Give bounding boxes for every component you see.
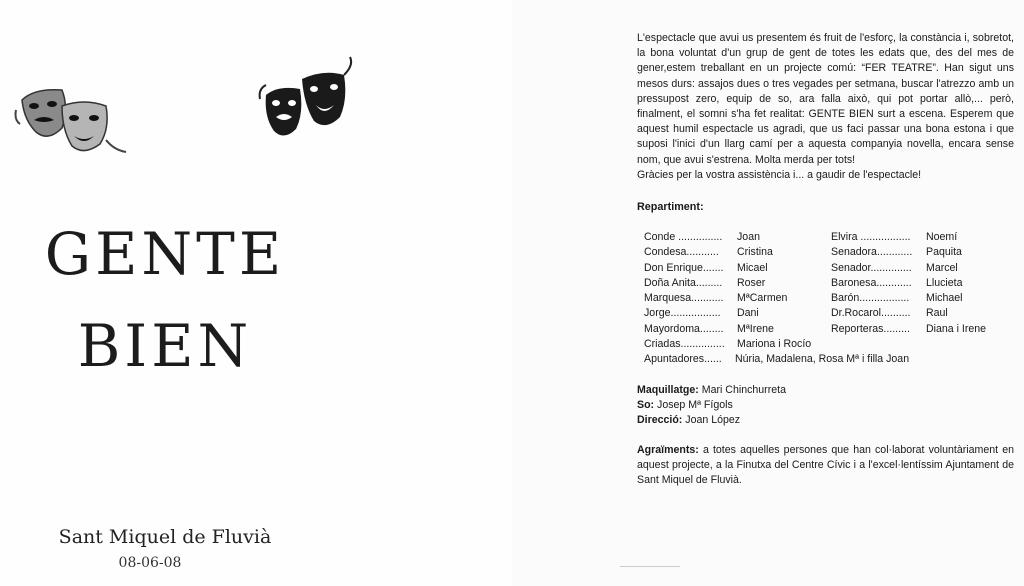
actor: MªIrene <box>737 322 774 335</box>
intro-text <box>637 31 1014 183</box>
venue: Sant Miquel de Fluvià <box>58 526 272 548</box>
role: Criadas............... <box>644 338 725 351</box>
role: Don Enrique....... <box>644 261 724 274</box>
role: Condesa........... <box>644 246 719 259</box>
thanks-label: Agraïments: <box>637 444 699 456</box>
role: Mayordoma........ <box>644 322 724 335</box>
actor: Llucieta <box>926 276 963 289</box>
acknowledgements <box>637 443 1014 489</box>
divider <box>620 566 680 567</box>
credits <box>637 383 786 429</box>
role: Barón................. <box>831 292 910 305</box>
actor: Mariona i Rocío <box>737 338 812 351</box>
theater-masks-grey-icon <box>14 80 129 160</box>
credit-label: Direcció: <box>637 414 683 427</box>
role: Apuntadores...... <box>644 353 722 366</box>
title-line-1: GENTE <box>44 220 286 288</box>
role: Marquesa........... <box>644 292 724 305</box>
actor: Joan <box>737 231 760 243</box>
role: Conde ............... <box>644 231 723 243</box>
actor: Diana i Irene <box>926 322 987 335</box>
role: Baronesa............ <box>831 276 912 289</box>
role: Senadora............ <box>831 246 913 259</box>
intro-paragraph: L'espectacle que avui us presentem és fruit de l'esforç, la constància i, sobretot, la bona voluntat d'un grup de gent de totes les edats que, des del mes de gener,estem treballant en un projecte comú: “FER TEATRE”. Han sigut uns mesos durs: assajos dues o tres vegades per setmana, buscar l'atrezzo amb un pressupost zero, equip de so, ara falla això, qui pot portar allò,... però, finalment, el somni s'ha fet realitat: GENTE BIEN surt a escena. Esperem que aquest humil espectacle us agradi, que us faci passar una bona estona i que suposi l'inici d'un llarg camí per a aquesta companyia novella, encara sense nom, que avui s'estrena. Molta merda per tots! <box>637 32 1014 166</box>
credit-value: Joan López <box>685 414 741 427</box>
actor: Marcel <box>926 261 958 274</box>
role: Elvira ................. <box>831 231 911 243</box>
credit-value: Mari Chinchurreta <box>701 384 786 396</box>
role: Reporteras......... <box>831 322 910 335</box>
role: Senador.............. <box>831 261 912 274</box>
actor: Núria, Madalena, Rosa Mª i filla Joan <box>735 353 910 366</box>
role: Dr.Rocarol.......... <box>831 307 911 320</box>
title-line-2: BIEN <box>77 312 253 380</box>
intro-closing: Gràcies per la vostra assistència i... a gaudir de l'espectacle! <box>637 168 922 181</box>
actor: Dani <box>737 307 759 320</box>
theater-masks-black-icon <box>258 55 358 150</box>
actor: Roser <box>737 276 766 289</box>
role: Jorge................. <box>644 307 721 320</box>
actor: Noemí <box>926 231 958 243</box>
credit-direction <box>637 413 786 428</box>
credit-sound <box>637 398 786 413</box>
actor: Raul <box>926 307 948 320</box>
actor: MªCarmen <box>737 292 788 305</box>
thanks-text: a totes aquelles persones que han col·laborat voluntàriament en aquest projecte, a la Finutxa del Centre Cívic i a l'excel·lentíssim Ajuntament de Sant Miquel de Fluvià. <box>637 444 1014 487</box>
role: Doña Anita......... <box>644 276 723 289</box>
actor: Cristina <box>737 246 773 259</box>
actor: Paquita <box>926 246 962 259</box>
actor: Micael <box>737 261 768 274</box>
credit-value: Josep Mª Fígols <box>657 399 733 412</box>
credit-label: Maquillatge: <box>637 384 699 396</box>
performance-date: 08-06-08 <box>118 555 182 571</box>
cast-heading: Repartiment: <box>637 201 704 213</box>
credit-makeup <box>637 383 786 398</box>
credit-label: So: <box>637 399 655 412</box>
actor: Michael <box>926 292 963 305</box>
